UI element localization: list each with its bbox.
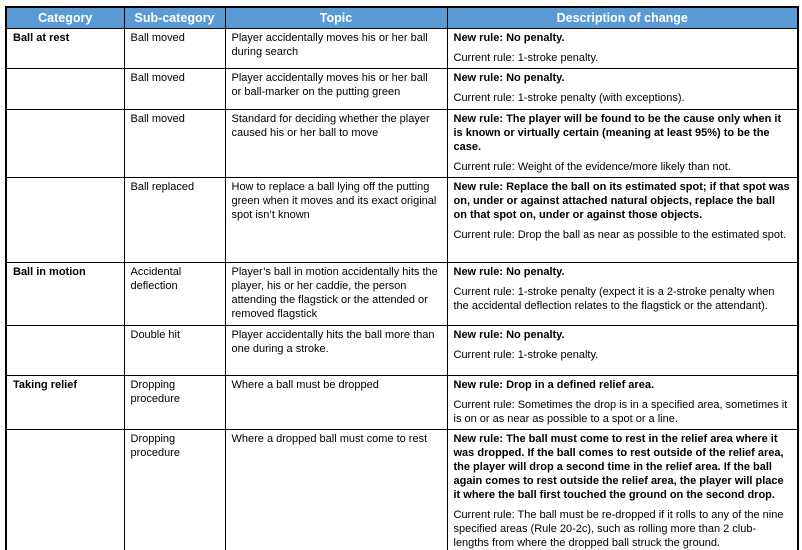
table-row (6, 326, 798, 376)
table-row (6, 376, 798, 430)
category-cell: Taking relief (6, 376, 124, 430)
column-header-topic: Topic (225, 7, 447, 29)
table-row (6, 430, 798, 550)
new-rule-text: New rule: No penalty. (453, 32, 565, 44)
description-cell (447, 29, 798, 69)
current-rule-text: Current rule: Weight of the evidence/more likely than not. (453, 161, 731, 173)
category-cell: Ball in motion (6, 263, 124, 326)
subcategory-cell: Ball moved (124, 29, 225, 69)
subcategory-cell: Ball replaced (124, 178, 225, 263)
description-cell (447, 69, 798, 110)
table-row (6, 29, 798, 69)
description-cell (447, 326, 798, 376)
subcategory-cell: Accidental deflection (124, 263, 225, 326)
table-header-row (6, 7, 798, 29)
new-rule-text: New rule: No penalty. (453, 329, 565, 341)
category-cell (6, 430, 124, 550)
description-cell (447, 110, 798, 178)
subcategory-cell: Double hit (124, 326, 225, 376)
category-cell (6, 69, 124, 110)
table-row (6, 69, 798, 110)
category-cell (6, 178, 124, 263)
subcategory-cell: Dropping procedure (124, 376, 225, 430)
topic-cell: Standard for deciding whether the player caused his or her ball to move (225, 110, 447, 178)
topic-cell: Where a dropped ball must come to rest (225, 430, 447, 550)
topic-cell: Player’s ball in motion accidentally hits the player, his or her caddie, the person attending the flagstick or the attended or removed flagstick (225, 263, 447, 326)
current-rule-text: Current rule: 1-stroke penalty. (453, 52, 599, 64)
rules-change-table (5, 6, 799, 550)
new-rule-text: New rule: No penalty. (453, 72, 565, 84)
current-rule-text: Current rule: Drop the ball as near as possible to the estimated spot. (453, 229, 787, 241)
table-row (6, 110, 798, 178)
new-rule-text: New rule: The ball must come to rest in the relief area where it was dropped. If the ball comes to rest outside of the relief area, the player will drop a second time in the relief area. If the ball again comes to rest outside the relief area, the player will place it where the ball first touched the ground on the second drop. (453, 433, 784, 501)
current-rule-text: Current rule: The ball must be re-dropped if it rolls to any of the nine specified areas (Rule 20-2c), such as rolling more than 2 club-lengths from where the dropped ball struck the ground. (453, 509, 784, 549)
subcategory-cell: Dropping procedure (124, 430, 225, 550)
subcategory-cell: Ball moved (124, 110, 225, 178)
column-header-description: Description of change (447, 7, 798, 29)
description-cell (447, 430, 798, 550)
category-cell (6, 326, 124, 376)
current-rule-text: Current rule: 1-stroke penalty (expect it is a 2-stroke penalty when the accidental deflection relates to the flagstick or the attendant). (453, 286, 775, 312)
topic-cell: Where a ball must be dropped (225, 376, 447, 430)
table-row (6, 178, 798, 263)
current-rule-text: Current rule: 1-stroke penalty. (453, 349, 599, 361)
topic-cell: Player accidentally hits the ball more than one during a stroke. (225, 326, 447, 376)
category-cell (6, 110, 124, 178)
subcategory-cell: Ball moved (124, 69, 225, 110)
topic-cell: Player accidentally moves his or her ball or ball-marker on the putting green (225, 69, 447, 110)
new-rule-text: New rule: Replace the ball on its estimated spot; if that spot was on, under or against attached natural objects, replace the ball on that spot on, under or against those objects. (453, 181, 790, 221)
new-rule-text: New rule: The player will be found to be the cause only when it is known or virtually certain (meaning at least 95%) to be the case. (453, 113, 782, 153)
category-cell: Ball at rest (6, 29, 124, 69)
description-cell (447, 376, 798, 430)
current-rule-text: Current rule: 1-stroke penalty (with exceptions). (453, 92, 685, 104)
description-cell (447, 263, 798, 326)
current-rule-text: Current rule: Sometimes the drop is in a specified area, sometimes it is on or as near as possible to a spot or a line. (453, 399, 788, 425)
column-header-subcategory: Sub-category (124, 7, 225, 29)
description-cell (447, 178, 798, 263)
topic-cell: Player accidentally moves his or her ball during search (225, 29, 447, 69)
new-rule-text: New rule: No penalty. (453, 266, 565, 278)
document-page (0, 6, 802, 550)
topic-cell: How to replace a ball lying off the putting green when it moves and its exact original spot isn’t known (225, 178, 447, 263)
new-rule-text: New rule: Drop in a defined relief area. (453, 379, 654, 391)
column-header-category: Category (6, 7, 124, 29)
table-row (6, 263, 798, 326)
